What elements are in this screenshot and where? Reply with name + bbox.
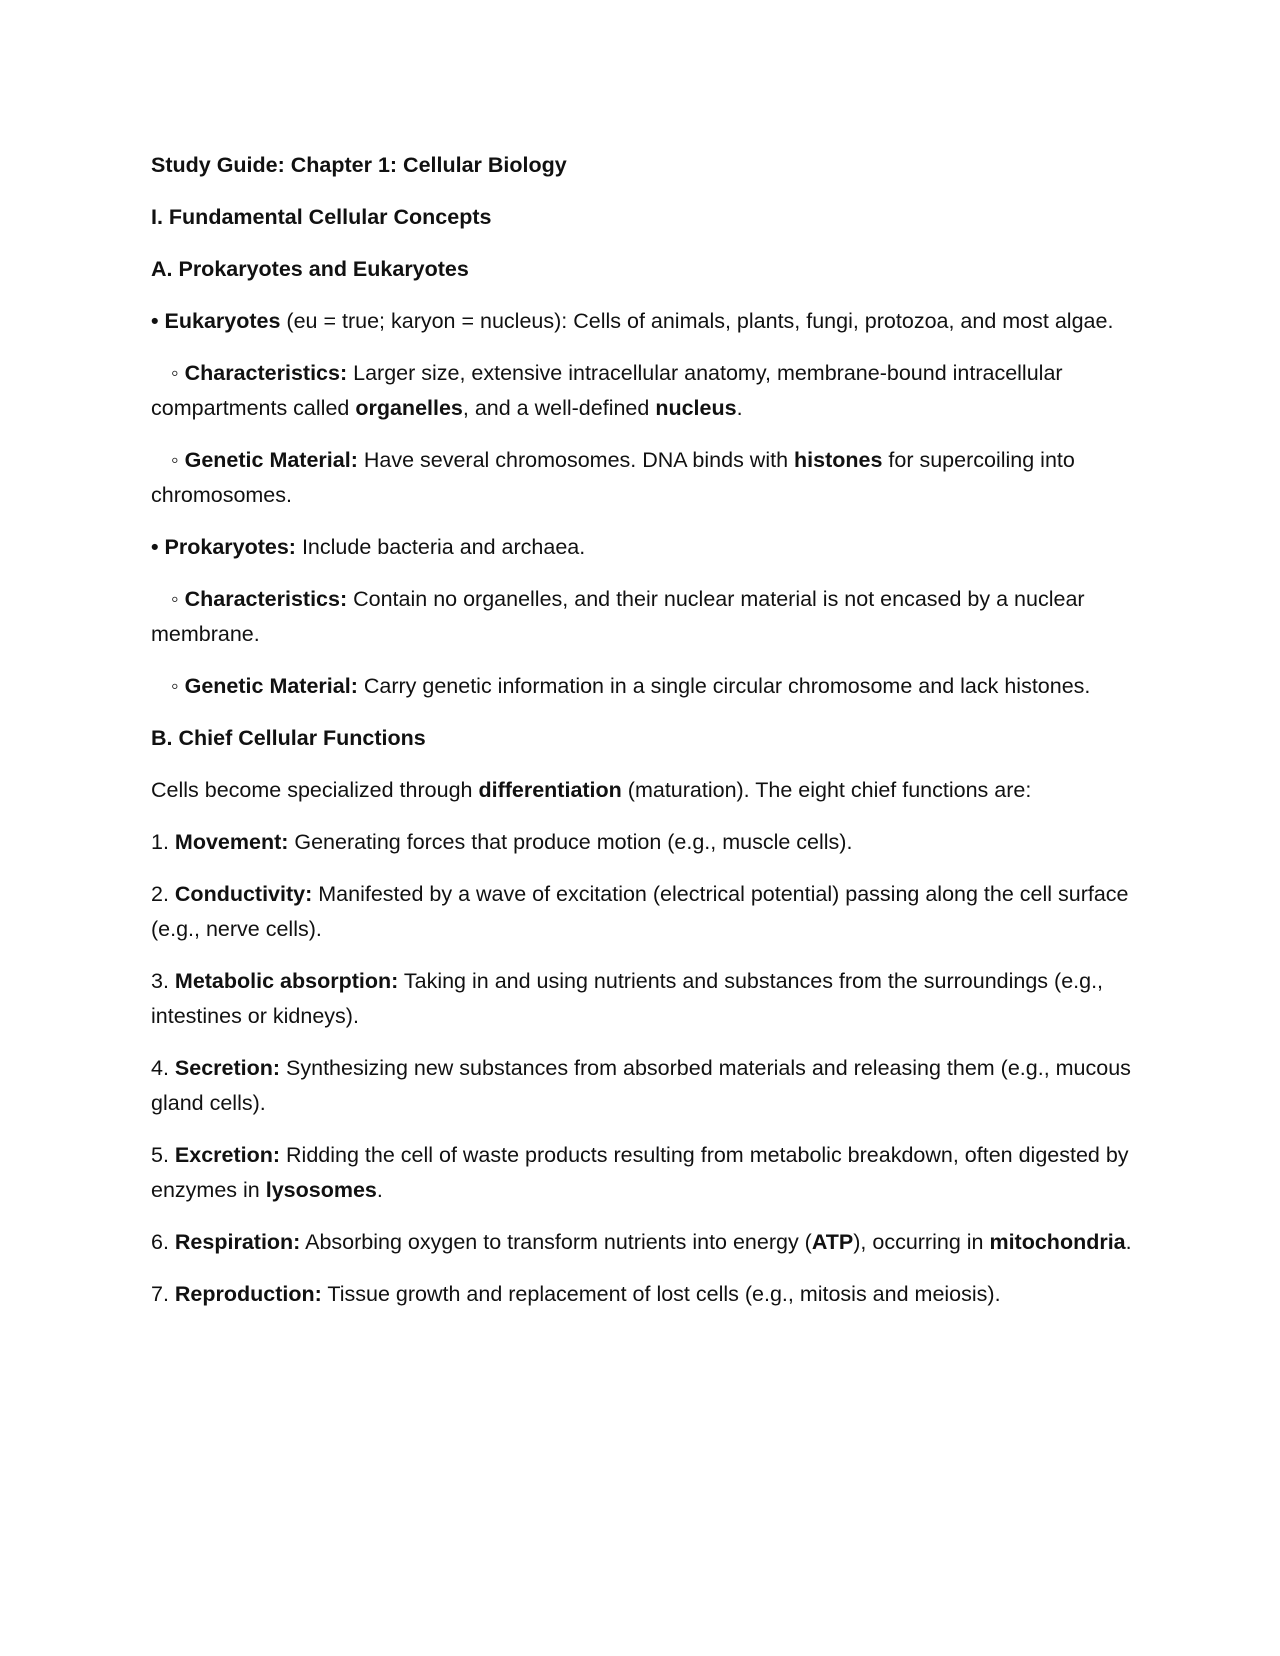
sub-bullet: ◦ xyxy=(171,361,179,385)
characteristics-text: Larger size, extensive intracellular anatomy, membrane-bound intracellular compartments called xyxy=(151,361,1063,420)
prokaryotes-characteristics xyxy=(151,582,1141,652)
function-text: Generating forces that produce motion (e.g., muscle cells). xyxy=(288,830,853,854)
list-number: 6. xyxy=(151,1230,175,1254)
function-text: Absorbing oxygen to transform nutrients into energy ( xyxy=(300,1230,812,1254)
organelles-term: organelles xyxy=(355,396,463,420)
characteristics-text: , and a well-defined xyxy=(462,396,656,420)
function-item-metabolic-absorption xyxy=(151,964,1141,1034)
function-text: Synthesizing new substances from absorbed materials and releasing them (e.g., mucous gland cells). xyxy=(151,1056,1131,1115)
genetic-material-text: Have several chromosomes. DNA binds with xyxy=(357,448,795,472)
characteristics-term: Characteristics: xyxy=(184,361,348,385)
genetic-material-term: Genetic Material: xyxy=(184,448,358,472)
function-text: ), occurring in xyxy=(853,1230,990,1254)
function-term: Conductivity: xyxy=(174,882,313,906)
list-number: 1. xyxy=(151,830,175,854)
prokaryotes-term: Prokaryotes: xyxy=(164,535,296,559)
list-number: 5. xyxy=(151,1143,175,1167)
prokaryotes-item xyxy=(151,530,1141,565)
list-number: 4. xyxy=(151,1056,175,1080)
function-term: Excretion: xyxy=(174,1143,281,1167)
characteristics-term: Characteristics: xyxy=(184,587,348,611)
eukaryotes-characteristics xyxy=(151,356,1141,426)
list-number: 3. xyxy=(151,969,175,993)
function-term: Respiration: xyxy=(174,1230,301,1254)
intro-text: (maturation). The eight chief functions are: xyxy=(621,778,1032,802)
function-term: Reproduction: xyxy=(174,1282,322,1306)
list-number: 7. xyxy=(151,1282,175,1306)
sub-bullet: ◦ xyxy=(171,587,179,611)
histones-term: histones xyxy=(794,448,883,472)
mitochondria-term: mitochondria xyxy=(989,1230,1126,1254)
function-text: . xyxy=(1125,1230,1132,1254)
section-heading: I. Fundamental Cellular Concepts xyxy=(151,205,492,229)
function-text: Manifested by a wave of excitation (electrical potential) passing along the cell surface (e.g., nerve cells). xyxy=(151,882,1129,941)
atp-term: ATP xyxy=(811,1230,854,1254)
genetic-material-text: Carry genetic information in a single circular chromosome and lack histones. xyxy=(357,674,1091,698)
function-text: Tissue growth and replacement of lost cells (e.g., mitosis and meiosis). xyxy=(321,1282,1001,1306)
nucleus-term: nucleus xyxy=(655,396,737,420)
function-item-conductivity xyxy=(151,877,1141,947)
prokaryotes-text: Include bacteria and archaea. xyxy=(295,535,586,559)
eukaryotes-genetic-material xyxy=(151,443,1141,513)
subsection-heading-b: B. Chief Cellular Functions xyxy=(151,726,426,750)
functions-intro xyxy=(151,773,1141,808)
eukaryotes-term: Eukaryotes xyxy=(164,309,281,333)
sub-bullet: ◦ xyxy=(171,674,179,698)
subsection-heading-a: A. Prokaryotes and Eukaryotes xyxy=(151,257,469,281)
function-item-respiration xyxy=(151,1225,1141,1260)
document-body xyxy=(151,148,1141,1329)
function-term: Movement: xyxy=(174,830,289,854)
characteristics-text: Contain no organelles, and their nuclear material is not encased by a nuclear membrane. xyxy=(151,587,1085,646)
function-term: Secretion: xyxy=(174,1056,281,1080)
document-title: Study Guide: Chapter 1: Cellular Biology xyxy=(151,153,567,177)
bullet: • xyxy=(151,309,159,333)
function-item-reproduction xyxy=(151,1277,1141,1312)
lysosomes-term: lysosomes xyxy=(265,1178,377,1202)
eukaryotes-text: (eu = true; karyon = nucleus): Cells of animals, plants, fungi, protozoa, and most algae. xyxy=(280,309,1114,333)
function-text: . xyxy=(376,1178,383,1202)
eukaryotes-item xyxy=(151,304,1141,339)
sub-bullet: ◦ xyxy=(171,448,179,472)
genetic-material-term: Genetic Material: xyxy=(184,674,358,698)
genetic-material-text: for supercoiling into chromosomes. xyxy=(151,448,1075,507)
function-item-movement xyxy=(151,825,1141,860)
intro-text: Cells become specialized through xyxy=(151,778,479,802)
function-term: Metabolic absorption: xyxy=(174,969,399,993)
bullet: • xyxy=(151,535,159,559)
characteristics-text: . xyxy=(736,396,743,420)
differentiation-term: differentiation xyxy=(478,778,622,802)
function-text: Ridding the cell of waste products resulting from metabolic breakdown, often digested by enzymes in xyxy=(151,1143,1129,1202)
list-number: 2. xyxy=(151,882,175,906)
function-item-excretion xyxy=(151,1138,1141,1208)
prokaryotes-genetic-material xyxy=(151,669,1141,704)
function-text: Taking in and using nutrients and substances from the surroundings (e.g., intestines or kidneys). xyxy=(151,969,1104,1028)
function-item-secretion xyxy=(151,1051,1141,1121)
